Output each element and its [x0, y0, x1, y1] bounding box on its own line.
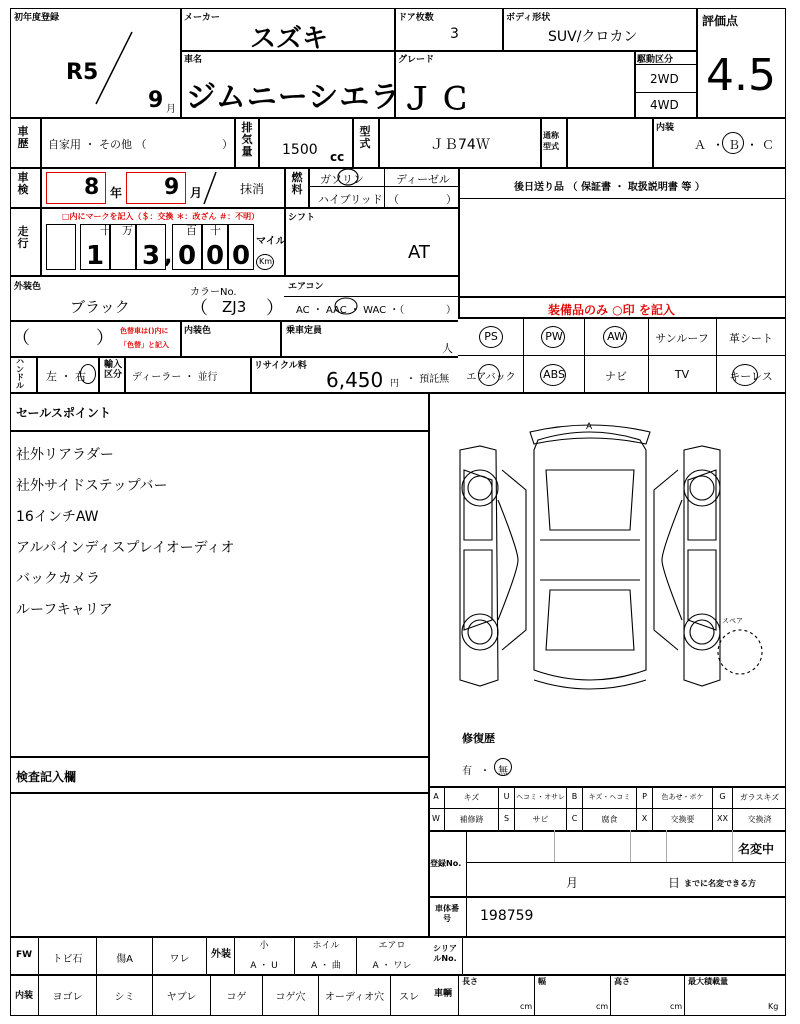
legend-code: B	[571, 792, 578, 801]
height-unit: cm	[670, 1002, 683, 1011]
inspection-year-unit: 年	[110, 186, 123, 200]
interior-grade-label: 内装	[656, 123, 675, 133]
displacement-label: 排気量	[241, 121, 253, 158]
first-reg-month-unit: 月	[166, 104, 176, 115]
handle-right-circle	[80, 364, 96, 384]
inspection-slash	[200, 170, 220, 206]
recycle-fee: 6,450	[326, 368, 384, 392]
erase-label: 抹消	[240, 182, 265, 196]
recycle-deposit: ・ 預託無	[406, 374, 450, 385]
fuel-other-open: （	[388, 193, 399, 206]
int-item-tear: ヤブレ	[166, 992, 197, 1003]
reg-deadline: までに名変できる方	[684, 879, 756, 888]
int-item-burn: コゲ	[226, 992, 247, 1003]
repair-no: 無	[498, 766, 508, 777]
equip-aw-circle	[603, 326, 627, 348]
equip-pw: PW	[545, 330, 563, 343]
legend-code: S	[503, 814, 510, 823]
color-no-label: カラーNo.	[190, 287, 237, 298]
height-label: 高さ	[614, 977, 630, 986]
equip-abs: ABS	[543, 368, 565, 381]
inspection-notes-label: 検査記入欄	[16, 770, 77, 784]
grade-value: ＪＣ	[402, 82, 478, 117]
handle-label: ハンドル	[16, 357, 24, 390]
sales-point-item: アルパインディスプレイオーディオ	[16, 540, 235, 556]
inspection-label: 車検	[17, 171, 29, 196]
capacity-label: 乗車定員	[286, 326, 323, 336]
delivery-label: 後日送り品 （ 保証書 ・ 取扱説明書 等 ）	[514, 182, 705, 193]
fw-item-stone: トビ石	[52, 954, 83, 965]
odo-unit-100: 百	[186, 224, 197, 237]
repair-no-circle	[494, 758, 512, 776]
shift-value: AT	[408, 242, 430, 263]
fuel-diesel: ディーゼル	[396, 173, 450, 186]
car-diagram	[440, 410, 780, 710]
color-no-open: （	[190, 298, 208, 319]
legend-code: P	[642, 792, 647, 801]
doors-label: ドア枚数	[398, 13, 434, 23]
aircon-close: ）	[446, 305, 456, 316]
maker-label: メーカー	[184, 13, 220, 23]
legend-desc: ヘコミ・オサレ	[516, 793, 565, 801]
history-close: ）	[222, 138, 233, 151]
legend-desc: キズ・ヘコミ	[588, 793, 631, 801]
name-change-label: 名変中	[738, 842, 775, 856]
drive-2wd: 2WD	[650, 72, 679, 86]
small-opts: A ・ U	[250, 961, 278, 971]
legend-desc: キズ	[463, 793, 480, 802]
width-label: 幅	[538, 977, 546, 986]
aero-opts: A ・ ワレ	[372, 961, 412, 971]
exterior-color-label: 外装色	[14, 282, 42, 292]
sales-point-item: 社外サイドステップバー	[16, 478, 168, 494]
odo-mile: マイル	[256, 236, 286, 247]
equip-ps: PS	[484, 330, 498, 343]
mileage-note: □内にマークを記入（＄：交換 ＊：改ざん ＃：不明）	[62, 212, 260, 221]
sales-point-item: 16インチAW	[16, 509, 99, 525]
date-slash	[90, 28, 140, 108]
aircon-label: エアコン	[288, 282, 324, 292]
reg-day: 日	[668, 876, 681, 890]
equip-tv: TV	[674, 368, 690, 381]
legend-code: W	[432, 814, 440, 823]
small-label: 小	[259, 941, 269, 951]
common-type-label: 通称型式	[543, 131, 559, 151]
legend-desc: サビ	[532, 815, 549, 824]
equip-leather: 革シート	[729, 332, 773, 345]
odo-digit-1	[46, 224, 76, 270]
odo-digit-6: 0	[228, 224, 254, 270]
load-label: 最大積載量	[688, 977, 728, 986]
odo-km: Km	[259, 257, 273, 266]
interior-a: Ａ	[694, 138, 707, 152]
history-value: 自家用 ・ その他 （	[48, 138, 147, 151]
import-label: 輸入区分	[103, 360, 122, 380]
mileage-label: 走行	[17, 225, 29, 250]
color-change-close: ）	[96, 328, 114, 349]
legend-code: XX	[717, 814, 728, 823]
width-unit: cm	[596, 1002, 609, 1011]
legend-desc: 交換済	[747, 815, 772, 824]
maker-value: スズキ	[250, 24, 329, 54]
color-no-value: ZJ3	[222, 298, 247, 316]
grade-label: グレード	[398, 55, 435, 65]
int-item-audio-hole: オーディオ穴	[324, 992, 385, 1003]
interior-dot2: ・	[746, 138, 759, 152]
diagram-spare-label: スペア	[722, 617, 743, 625]
chassis-value: 198759	[480, 908, 534, 924]
shift-label: シフト	[288, 213, 316, 223]
first-reg-month: 9	[148, 88, 164, 113]
score-value: 4.5	[706, 50, 776, 101]
equip-navi: ナビ	[605, 370, 627, 383]
fuel-label: 燃料	[291, 171, 303, 196]
serial-label: シリアルNo.	[433, 944, 457, 963]
color-change-open: （	[12, 328, 30, 349]
equip-abs-circle	[540, 364, 566, 386]
body-value: SUV/クロカン	[548, 29, 638, 45]
odo-digit-3: 3	[136, 224, 166, 270]
model-label: 車名	[184, 55, 203, 65]
repair-dot: ・	[480, 766, 490, 777]
type-value: ＪＢ74Ｗ	[430, 137, 490, 153]
interior-b-circle	[722, 132, 744, 154]
recycle-label: リサイクル料	[254, 361, 307, 371]
wheel-label: ホイル	[312, 941, 340, 951]
inspection-month-unit: 月	[190, 186, 203, 200]
equip-airbag-circle	[478, 364, 500, 386]
dims-label: 車輌	[433, 989, 452, 999]
legend-desc: 色あせ・ボケ	[661, 793, 704, 801]
equip-pw-circle	[541, 326, 565, 348]
wheel-opts: A ・ 曲	[311, 961, 341, 971]
fw-item-scratch: 傷A	[116, 954, 133, 965]
inspection-year: 8	[84, 175, 100, 200]
odo-digit-2: 1	[80, 224, 110, 270]
body-label: ボディ形状	[506, 13, 551, 23]
legend-desc: 交換要	[670, 815, 695, 824]
int-item-burn-hole: コゲ穴	[275, 992, 306, 1003]
score-label: 評価点	[702, 14, 739, 28]
legend-desc: ガラスキズ	[739, 793, 780, 802]
odo-unit-10: 十	[100, 224, 111, 237]
equip-keyless-circle	[732, 364, 758, 386]
reg-no-label: 登録No.	[430, 859, 462, 868]
model-value: ジムニーシエラ	[186, 80, 402, 115]
legend-code: A	[433, 792, 439, 801]
equip-keyless: キーレス	[729, 370, 773, 383]
color-change-note-1: 色替車は()内に	[120, 327, 169, 335]
equip-airbag: エアバック	[466, 372, 516, 383]
import-value: ディーラー ・ 並行	[132, 372, 218, 383]
legend-code: X	[641, 814, 648, 823]
inspection-month: 9	[164, 175, 180, 200]
handle-value: 左 ・ 右	[46, 370, 86, 383]
recycle-unit: 円	[390, 379, 400, 389]
fuel-gasoline: ガソリン	[320, 173, 364, 186]
fw-item-crack: ワレ	[169, 954, 190, 965]
fuel-hybrid: ハイブリッド	[318, 193, 383, 206]
length-unit: cm	[520, 1002, 533, 1011]
history-label: 車歴	[17, 125, 29, 150]
fuel-gasoline-mark	[330, 167, 370, 187]
equipment-header: 装備品のみ ○印 を記入	[548, 303, 675, 317]
doors-value: 3	[450, 26, 459, 42]
equip-ps-circle	[479, 326, 503, 348]
displacement-value: 1500	[282, 142, 318, 158]
sales-point-item: ルーフキャリア	[16, 602, 113, 618]
sales-points-label: セールスポイント	[16, 406, 111, 420]
aircon-value: AC ・ AAC ・ WAC ・（	[296, 305, 405, 316]
fw-label: FW	[15, 950, 33, 960]
fuel-other-close: ）	[446, 193, 457, 206]
repair-yes: 有	[462, 766, 472, 777]
drive-label: 駆動区分	[637, 55, 674, 65]
capacity-unit: 人	[442, 342, 453, 355]
first-reg-year: R5	[66, 60, 99, 85]
load-unit: Kg	[768, 1002, 779, 1011]
chassis-label: 車体番号	[435, 904, 459, 923]
drive-4wd: 4WD	[650, 98, 679, 112]
int-label: 内装	[14, 991, 33, 1001]
odo-unit-10b: 十	[210, 224, 221, 237]
reg-month: 月	[566, 876, 579, 890]
aircon-aac-mark	[332, 296, 362, 316]
sales-point-item: バックカメラ	[16, 571, 100, 587]
repair-label: 修復歴	[462, 732, 495, 745]
odo-unit-man: 万	[122, 224, 133, 237]
first-reg-label: 初年度登録	[14, 13, 60, 23]
interior-c: Ｃ	[762, 138, 775, 152]
interior-color-label: 内装色	[184, 326, 212, 336]
color-change-note-2: 「色替」と記入	[120, 341, 169, 349]
equip-aw: AW	[607, 330, 625, 343]
legend-desc: 補修跡	[459, 815, 484, 824]
int-item-dirt: ヨゴレ	[52, 992, 83, 1003]
exterior-color: ブラック	[70, 298, 130, 316]
displacement-unit: cc	[330, 150, 345, 164]
int-item-stain: シミ	[114, 992, 135, 1003]
sales-point-item: 社外リアラダー	[16, 447, 114, 463]
aero-label: エアロ	[378, 941, 406, 951]
int-item-wear: スレ	[399, 992, 419, 1003]
odo-digit-4: 0	[172, 224, 202, 270]
diagram-mark-a: A	[586, 422, 593, 432]
interior-b: Ｂ	[728, 138, 741, 152]
equip-sunroof: サンルーフ	[655, 332, 709, 345]
odo-digit-5: 0	[202, 224, 228, 270]
legend-code: U	[503, 792, 510, 801]
color-no-close: ）	[266, 298, 284, 319]
odo-comma: ,	[164, 244, 173, 269]
ext-label: 外装	[211, 949, 231, 960]
legend-code: G	[719, 792, 726, 801]
legend-desc: 腐食	[601, 815, 618, 824]
length-label: 長さ	[462, 977, 478, 986]
interior-dot1: ・	[712, 138, 725, 152]
legend-code: C	[571, 814, 578, 823]
type-label: 型式	[359, 125, 371, 150]
